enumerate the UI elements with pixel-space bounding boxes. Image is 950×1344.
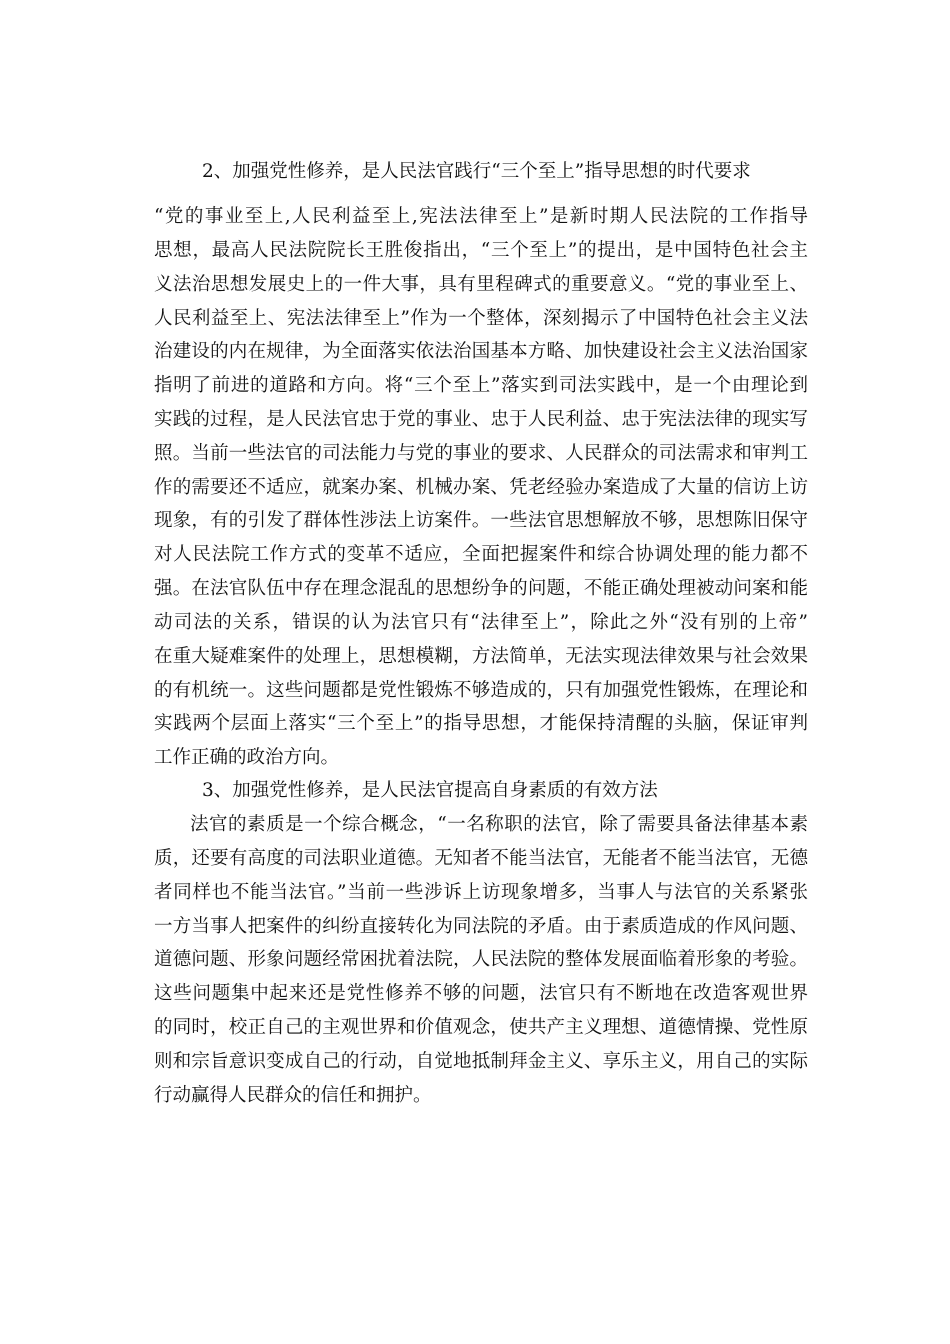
paragraph-line: 指明了前进的道路和方向。将“三个至上”落实到司法实践中，是一个由理论到 <box>154 375 808 396</box>
paragraph-line: 者同样也不能当法官。”当前一些涉诉上访现象增多，当事人与法官的关系紧张 <box>154 882 808 903</box>
paragraph-line: 道德问题、形象问题经常困扰着法院，人民法院的整体发展面临着形象的考验。 <box>154 949 808 970</box>
paragraph-line: 实践两个层面上落实“三个至上”的指导思想，才能保持清醒的头脑，保证审判 <box>154 713 808 734</box>
paragraph-line: 行动赢得人民群众的信任和拥护。 <box>154 1085 432 1106</box>
paragraph-line: 作的需要还不适应，就案办案、机械办案、凭老经验办案造成了大量的信访上访 <box>154 477 808 498</box>
paragraph-line: 的同时，校正自己的主观世界和价值观念，使共产主义理想、道德情操、党性原 <box>154 1017 808 1038</box>
paragraph-line: 工作正确的政治方向。 <box>154 747 340 768</box>
paragraph-line: 治建设的内在规律，为全面落实依法治国基本方略、加快建设社会主义法治国家 <box>154 341 808 362</box>
paragraph-line: 在重大疑难案件的处理上，思想模糊，方法简单，无法实现法律效果与社会效果 <box>154 646 808 667</box>
paragraph-line: 动司法的关系，错误的认为法官只有“法律至上”，除此之外“没有别的上帝” <box>154 612 808 633</box>
paragraph-line: 义法治思想发展史上的一件大事，具有里程碑式的重要意义。“党的事业至上、 <box>154 274 808 295</box>
paragraph-line: 法官的素质是一个综合概念，“一名称职的法官，除了需要具备法律基本素 <box>190 814 808 835</box>
paragraph-line: 现象，有的引发了群体性涉法上访案件。一些法官思想解放不够，思想陈旧保守 <box>154 510 808 531</box>
paragraph-line: 的有机统一。这些问题都是党性锻炼不够造成的，只有加强党性锻炼，在理论和 <box>154 680 808 701</box>
paragraph-line: 则和宗旨意识变成自己的行动，自觉地抵制拜金主义、享乐主义，用自己的实际 <box>154 1051 808 1072</box>
paragraph-line: 质，还要有高度的司法职业道德。无知者不能当法官，无能者不能当法官，无德 <box>154 848 808 869</box>
section-heading-2: 2、加强党性修养，是人民法官践行“三个至上”指导思想的时代要求 <box>202 161 751 182</box>
paragraph-line: 强。在法官队伍中存在理念混乱的思想纷争的问题，不能正确处理被动问案和能 <box>154 578 808 599</box>
paragraph-line: 对人民法院工作方式的变革不适应，全面把握案件和综合协调处理的能力都不 <box>154 544 808 565</box>
section-heading-3: 3、加强党性修养，是人民法官提高自身素质的有效方法 <box>202 780 658 801</box>
paragraph-line: 实践的过程，是人民法官忠于党的事业、忠于人民利益、忠于宪法法律的现实写 <box>154 409 808 430</box>
paragraph-line: 人民利益至上、宪法法律至上”作为一个整体，深刻揭示了中国特色社会主义法 <box>154 308 808 329</box>
paragraph-line: 思想，最高人民法院院长王胜俊指出，“三个至上”的提出，是中国特色社会主 <box>154 240 808 261</box>
paragraph-line: 一方当事人把案件的纠纷直接转化为同法院的矛盾。由于素质造成的作风问题、 <box>154 916 808 937</box>
paragraph-line: “党的事业至上,人民利益至上,宪法法律至上”是新时期人民法院的工作指导 <box>154 206 808 227</box>
paragraph-line: 照。当前一些法官的司法能力与党的事业的要求、人民群众的司法需求和审判工 <box>154 443 808 464</box>
paragraph-line: 这些问题集中起来还是党性修养不够的问题，法官只有不断地在改造客观世界 <box>154 983 808 1004</box>
